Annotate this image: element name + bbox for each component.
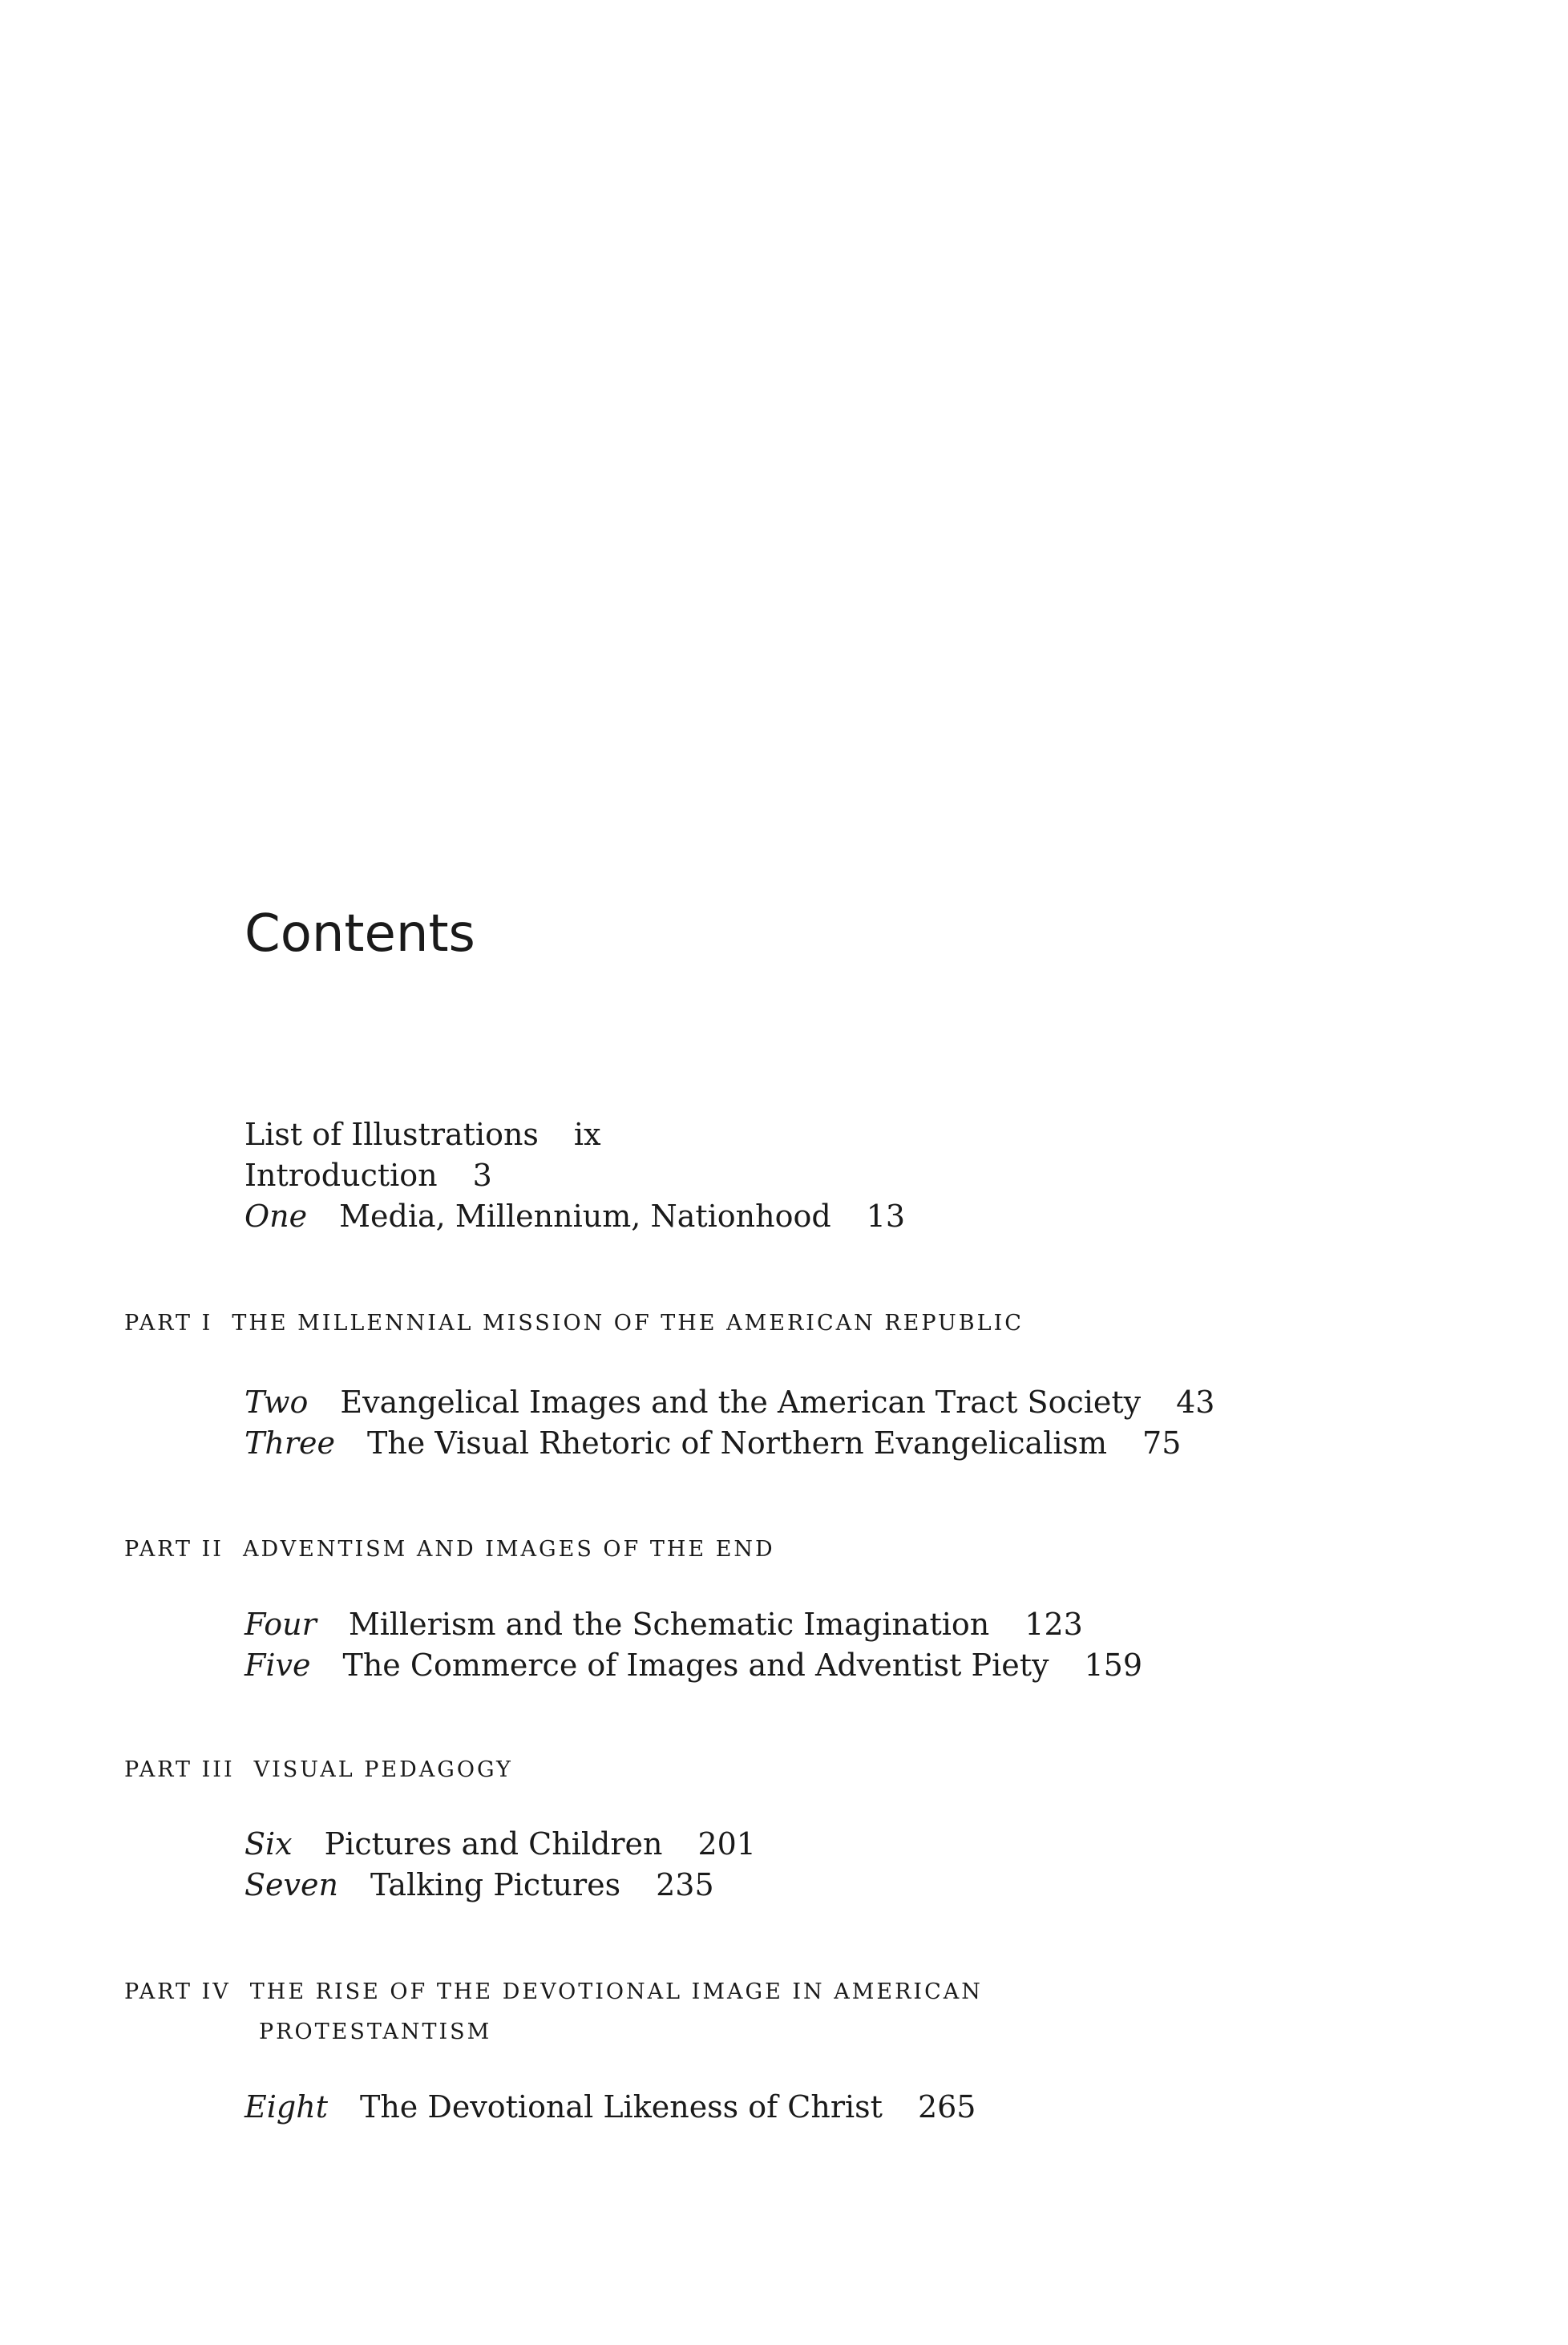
toc-entry-number: Four (244, 1607, 317, 1642)
toc-entry-page: 265 (917, 2089, 976, 2125)
toc-entry-page: 13 (866, 1199, 906, 1234)
toc-entry-number: Eight (244, 2089, 328, 2125)
toc-entry-chapter-three[interactable] (244, 1423, 1181, 1463)
part-heading-2 (124, 1530, 775, 1570)
part-title: VISUAL PEDAGOGY (253, 1757, 513, 1782)
toc-entry-list-of-illustrations[interactable] (244, 1114, 601, 1154)
toc-entry-title: The Visual Rhetoric of Northern Evangelicalism (366, 1425, 1108, 1461)
toc-entry-introduction[interactable] (244, 1155, 492, 1195)
toc-entry-chapter-five[interactable] (244, 1645, 1142, 1685)
toc-entry-page: ix (573, 1117, 601, 1152)
part-title: THE RISE OF THE DEVOTIONAL IMAGE IN AMERICAN (249, 1979, 983, 2004)
toc-entry-chapter-one[interactable] (244, 1196, 905, 1236)
part-title: ADVENTISM AND IMAGES OF THE END (242, 1537, 775, 1562)
toc-entry-page: 75 (1142, 1425, 1182, 1461)
toc-entry-title: The Devotional Likeness of Christ (359, 2089, 883, 2125)
toc-entry-page: 123 (1024, 1607, 1083, 1642)
toc-entry-page: 43 (1176, 1385, 1215, 1420)
toc-entry-page: 235 (656, 1867, 714, 1902)
part-title: THE MILLENNIAL MISSION OF THE AMERICAN REPUBLIC (232, 1311, 1024, 1336)
part-heading-1 (124, 1304, 1024, 1344)
toc-entry-chapter-four[interactable] (244, 1604, 1083, 1644)
toc-entry-title: List of Illustrations (244, 1117, 539, 1152)
toc-entry-chapter-six[interactable] (244, 1824, 756, 1864)
toc-entry-page: 201 (697, 1826, 756, 1862)
part-title-continued: PROTESTANTISM (259, 2020, 492, 2044)
toc-entry-page: 159 (1084, 1648, 1142, 1683)
toc-entry-title: Introduction (244, 1158, 438, 1193)
part-heading-4 (124, 1972, 983, 2052)
toc-entry-number: Two (244, 1385, 309, 1420)
toc-entry-number: Seven (244, 1867, 338, 1902)
part-label: PART II (124, 1537, 224, 1562)
page-title: Contents (244, 904, 475, 964)
toc-entry-title: Talking Pictures (370, 1867, 621, 1902)
toc-entry-number: Five (244, 1648, 311, 1683)
toc-entry-chapter-two[interactable] (244, 1382, 1214, 1422)
toc-entry-title: Pictures and Children (324, 1826, 663, 1862)
part-label: PART III (124, 1757, 235, 1782)
toc-entry-chapter-eight[interactable] (244, 2087, 976, 2127)
part-heading-3 (124, 1750, 513, 1790)
toc-entry-number: Six (244, 1826, 293, 1862)
toc-entry-title: The Commerce of Images and Adventist Piety (342, 1648, 1049, 1683)
toc-entry-title: Media, Millennium, Nationhood (339, 1199, 831, 1234)
toc-entry-title: Evangelical Images and the American Tract Society (340, 1385, 1142, 1420)
toc-entry-number: Three (244, 1425, 335, 1461)
toc-entry-number: One (244, 1199, 308, 1234)
part-label: PART IV (124, 1979, 231, 2004)
toc-entry-page: 3 (472, 1158, 492, 1193)
toc-entry-chapter-seven[interactable] (244, 1865, 714, 1905)
part-label: PART I (124, 1311, 213, 1336)
toc-entry-title: Millerism and the Schematic Imagination (348, 1607, 990, 1642)
